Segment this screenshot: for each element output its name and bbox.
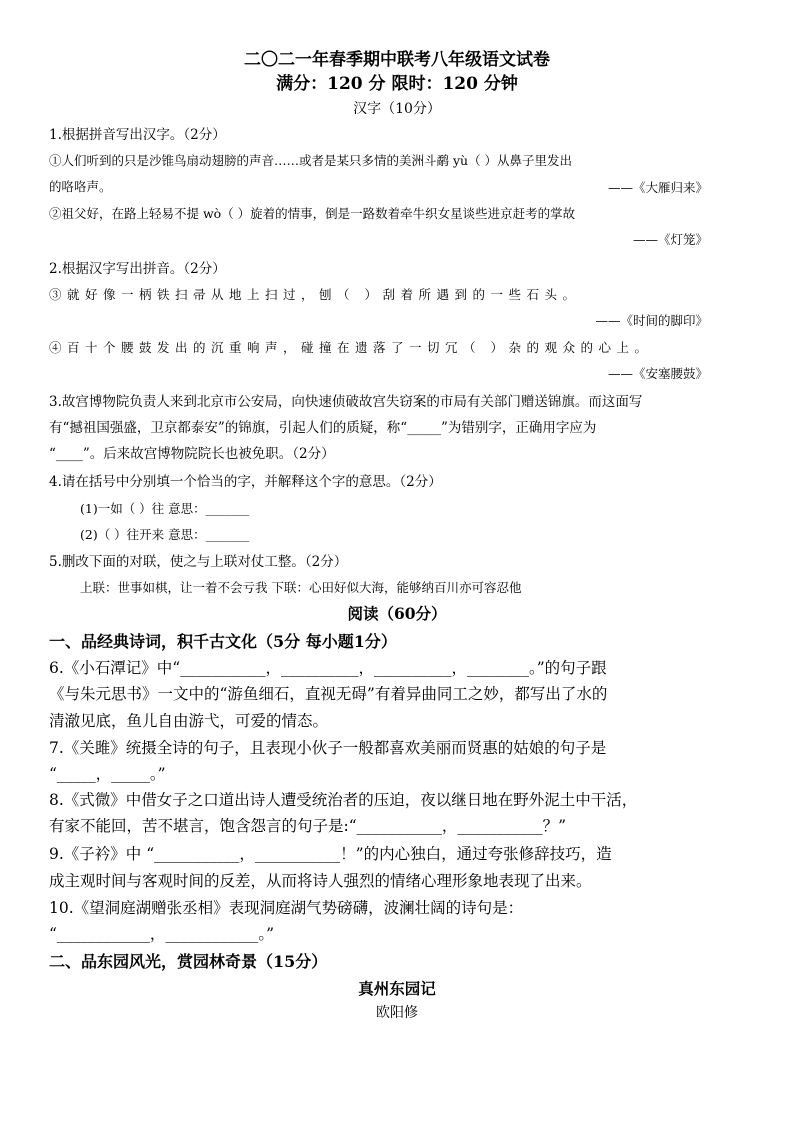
q2-a-source: ——《时间的脚印》 bbox=[595, 313, 708, 328]
q7-line2: “_____，_____。” bbox=[49, 765, 166, 783]
q9-line2: 成主观时间与客观时间的反差，从而将诗人强烈的情绪心理形象地表现了出来。 bbox=[49, 872, 592, 890]
exam-title: 二〇二一年春季期中联考八年级语文试卷 bbox=[244, 50, 550, 70]
q1-b-source: ——《灯笼》 bbox=[632, 232, 708, 247]
q3-line3: “____”。后来故宫博物院院长也被免职。（2分） bbox=[49, 446, 335, 462]
q4-item-1: (1)一如（ ）往 意思：_______ bbox=[80, 501, 250, 516]
q9-line1: 9.《子衿》中 “___________，___________！”的内心独白，通过夸张修辞技巧，造 bbox=[49, 845, 612, 863]
q5-couplet: 上联：世事如棋，让一着不会亏我 下联：心田好似大海，能够纳百川亦可容忍他 bbox=[80, 580, 522, 595]
q6-line2: 《与朱元思书》一文中的“游鱼细石，直视无碍”有着异曲同工之妙，都写出了水的 bbox=[49, 685, 608, 703]
q1-a-source: ——《大雁归来》 bbox=[607, 180, 708, 195]
essay-author: 欧阳修 bbox=[376, 1005, 418, 1021]
q2-a-line1: ③就好像一柄铁扫帚从地上扫过，刨（ ）刮着所遇到的一些石头。 bbox=[49, 287, 581, 302]
q1-b-line1: ②祖父好，在路上轻易不提 wò（ ）旋着的情事，倒是一路数着牵牛织女星谈些进京赶考的掌故 bbox=[49, 206, 576, 221]
section-reading: 阅读（60分） bbox=[347, 604, 447, 623]
q3-line2: 有“撼祖国强盛，卫京都泰安”的锦旗，引起人们的质疑，称“_____”为错别字，正确用字应为 bbox=[49, 420, 597, 436]
q4-title: 4.请在括号中分别填一个恰当的字，并解释这个字的意思。（2分） bbox=[49, 474, 442, 490]
exam-score-time: 满分：120 分 限时：120 分钟 bbox=[276, 74, 518, 94]
q1-a-line1: ①人们听到的只是沙锥鸟扇动翅膀的声音……或者是某只多情的美洲斗鹬 yù（ ）从鼻子里发出 bbox=[49, 153, 573, 168]
q4-item-2: (2)（ ）往开来 意思：_______ bbox=[80, 527, 250, 542]
q6-line1: 6.《小石潭记》中“___________，__________，__________，________。”的句子跟 bbox=[49, 659, 607, 677]
q10-line1: 10.《望洞庭湖赠张丞相》表现洞庭湖气势磅礴，波澜壮阔的诗句是： bbox=[49, 899, 524, 917]
q3-line1: 3.故宫博物院负责人来到北京市公安局，向快速侦破故宫失窃案的市局有关部门赠送锦旗。而这面写 bbox=[49, 394, 643, 410]
q2-b-line1: ④百十个腰鼓发出的沉重响声，碰撞在遗落了一切冗（ ）杂的观众的心上。 bbox=[49, 340, 653, 355]
q1-title: 1.根据拼音写出汉字。（2分） bbox=[49, 127, 226, 143]
q7-line1: 7.《关雎》统摄全诗的句子，且表现小伙子一般都喜欢美丽而贤惠的姑娘的句子是 bbox=[49, 739, 607, 757]
q8-line2: 有家不能回，苦不堪言，饱含怨言的句子是:“___________，___________？” bbox=[49, 817, 567, 835]
q2-title: 2.根据汉字写出拼音。（2分） bbox=[49, 261, 226, 277]
part1-heading: 一、品经典诗词，积千古文化（5分 每小题1分） bbox=[49, 632, 397, 651]
q10-line2: “____________，____________。” bbox=[49, 925, 275, 943]
part2-heading: 二、品东园风光，赏园林奇景（15分） bbox=[49, 952, 328, 971]
essay-title: 真州东园记 bbox=[358, 979, 436, 998]
q5-title: 5.删改下面的对联，使之与上联对仗工整。（2分） bbox=[49, 554, 348, 570]
q2-b-source: ——《安塞腰鼓》 bbox=[607, 366, 708, 381]
q6-line3: 清澈见底，鱼儿自由游弋，可爱的情态。 bbox=[49, 712, 329, 730]
q1-a-line2: 的咯咯声。 bbox=[49, 179, 112, 194]
q8-line1: 8.《式微》中借女子之口道出诗人遭受统治者的压迫，夜以继日地在野外泥土中干活， bbox=[49, 791, 638, 809]
section-hanzi: 汉字（10分） bbox=[353, 101, 441, 117]
